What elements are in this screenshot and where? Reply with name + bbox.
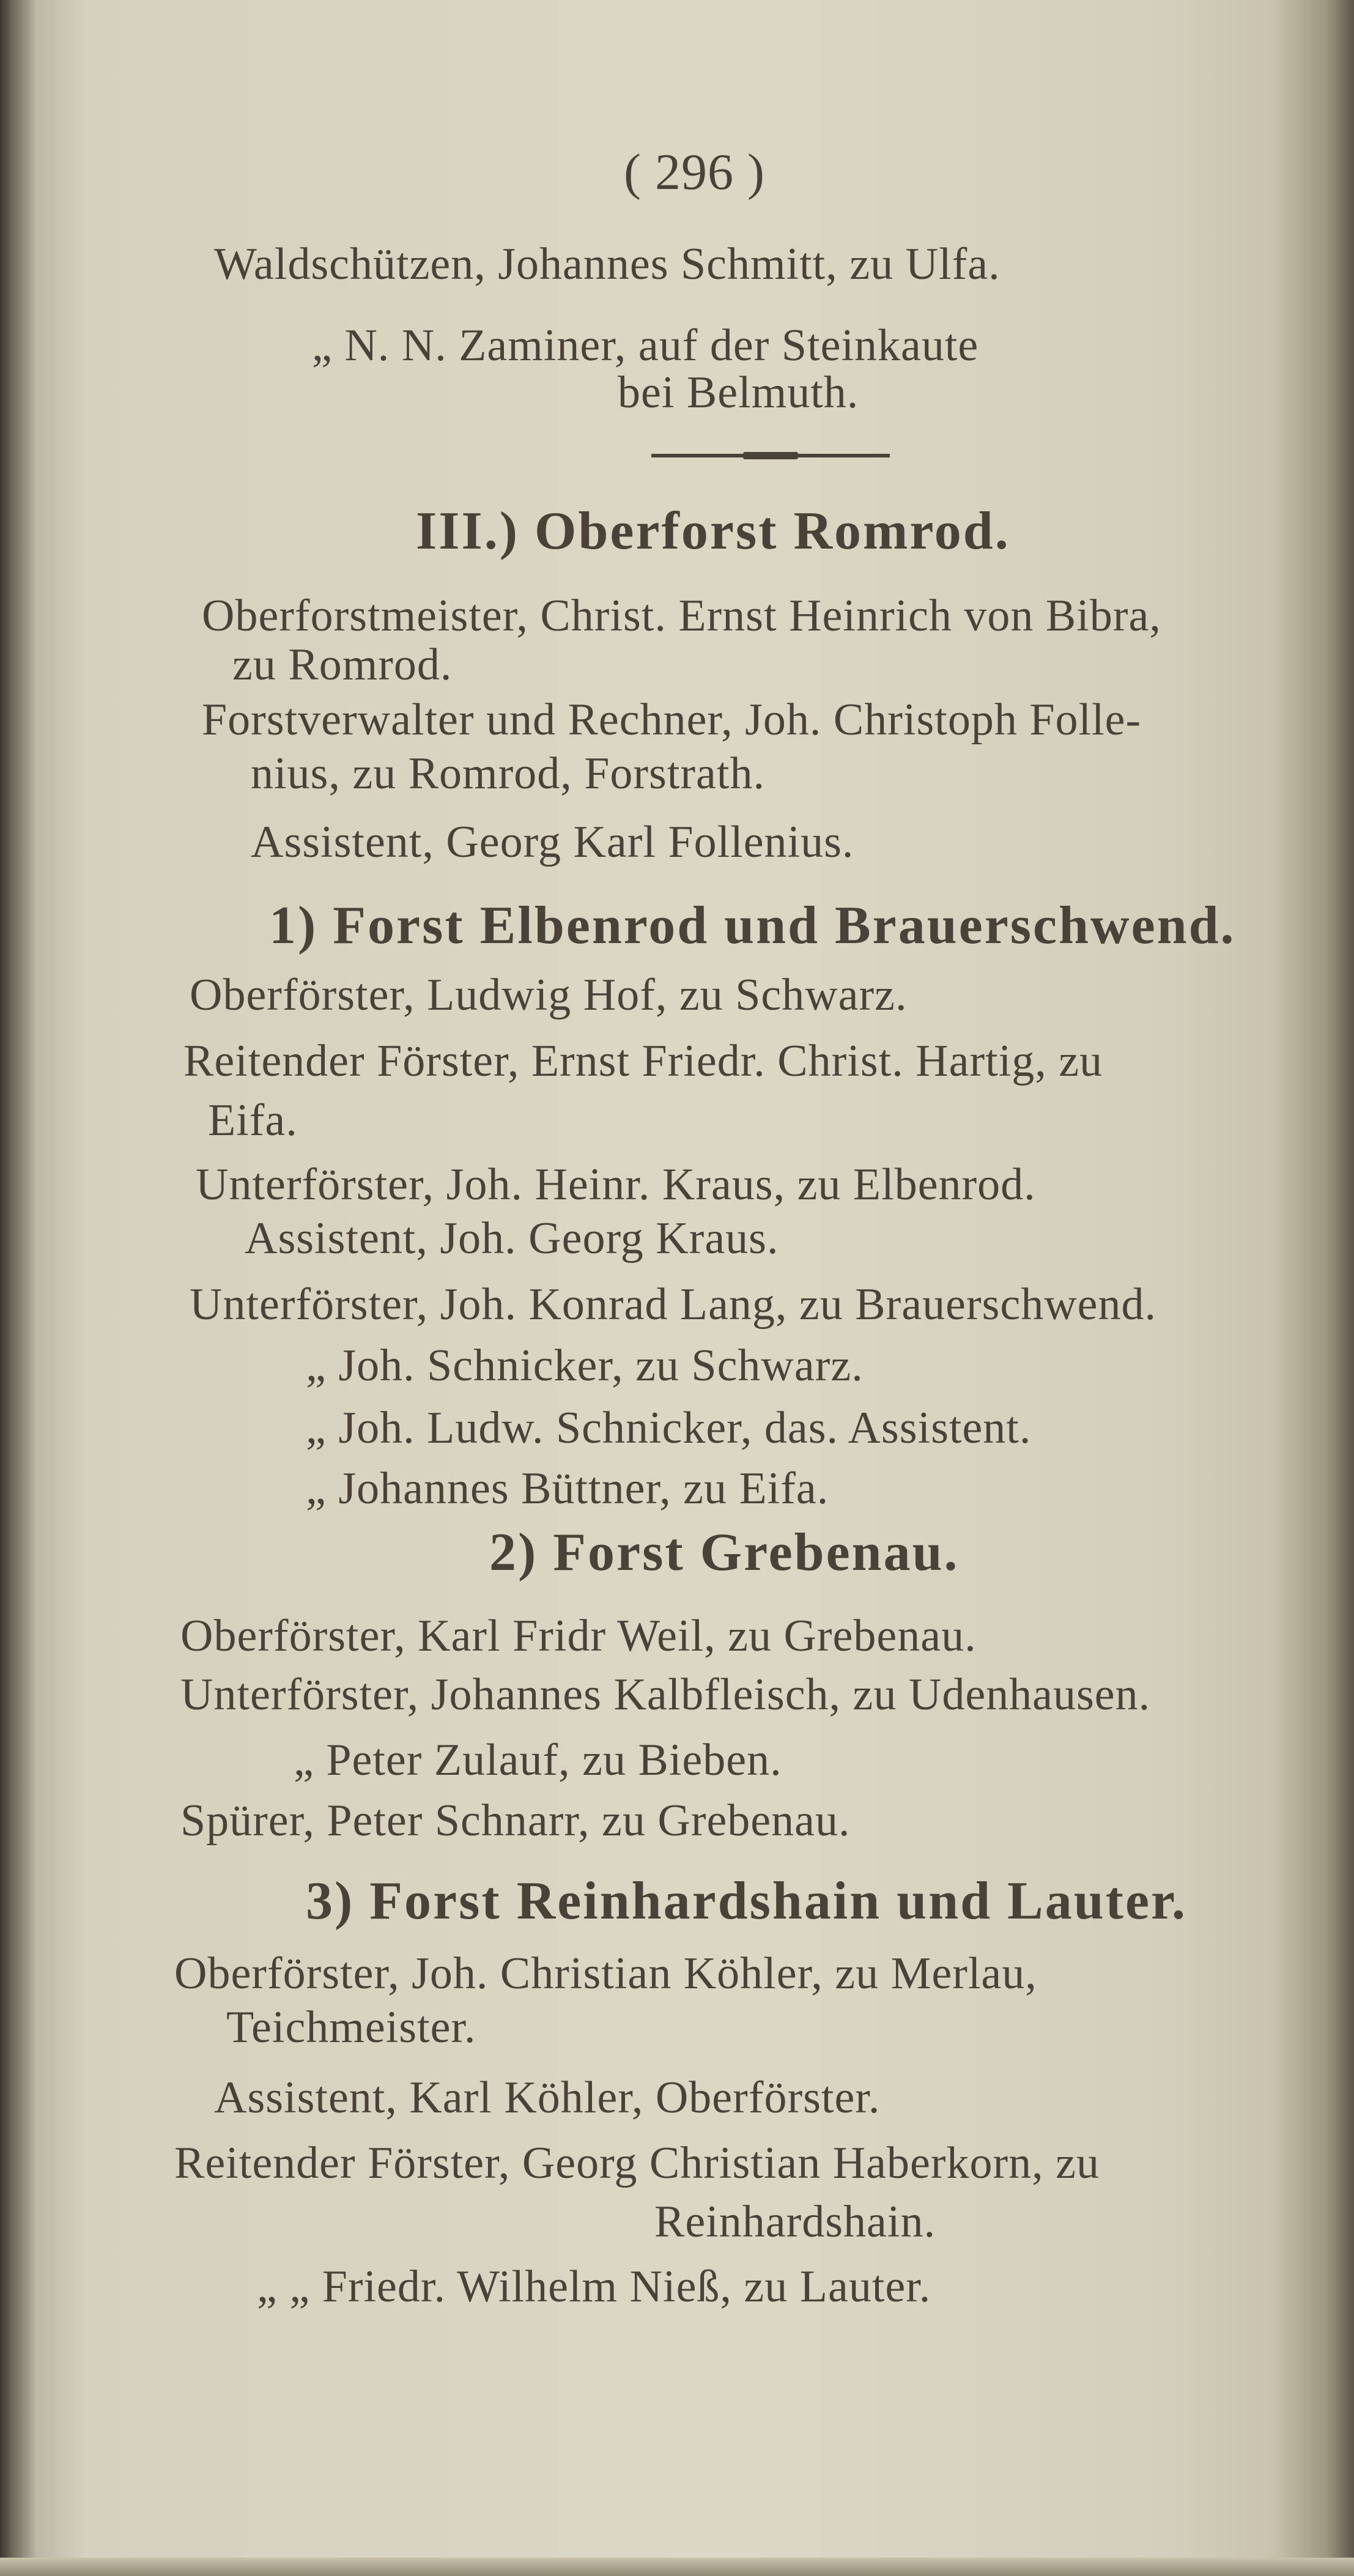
section-divider (651, 454, 890, 457)
text-line: Reitender Förster, Georg Christian Haberkorn, zu (174, 2138, 1100, 2188)
text-line: Spürer, Peter Schnarr, zu Grebenau. (180, 1796, 851, 1846)
subsection-heading: 2) Forst Grebenau. (489, 1523, 960, 1582)
subsection-heading: 3) Forst Reinhardshain und Lauter. (306, 1871, 1187, 1931)
text-line: Assistent, Joh. Georg Kraus. (245, 1213, 779, 1264)
text-line: „ Johannes Büttner, zu Eifa. (306, 1464, 829, 1514)
text-line: „ Joh. Schnicker, zu Schwarz. (306, 1341, 864, 1391)
text-line: Forstverwalter und Rechner, Joh. Christoph Folle- (202, 695, 1142, 745)
text-line: Unterförster, Joh. Heinr. Kraus, zu Elbenrod. (196, 1160, 1036, 1210)
text-line: Oberforstmeister, Christ. Ernst Heinrich von Bibra, (202, 591, 1161, 641)
page-number: ( 296 ) (624, 144, 765, 201)
text-line: Reinhardshain. (654, 2197, 936, 2247)
text-line: „ Joh. Ludw. Schnicker, das. Assistent. (306, 1403, 1032, 1453)
text-line: Oberförster, Joh. Christian Köhler, zu Merlau, (174, 1949, 1037, 1999)
section-heading: III.) Oberforst Romrod. (416, 502, 1010, 561)
text-line: Unterförster, Johannes Kalbfleisch, zu Udenhausen. (180, 1670, 1151, 1720)
text-line: bei Belmuth. (618, 368, 859, 418)
text-line: Reitender Förster, Ernst Friedr. Christ. Hartig, zu (183, 1036, 1103, 1086)
text-line: Oberförster, Karl Fridr Weil, zu Grebenau. (180, 1611, 977, 1661)
text-line: nius, zu Romrod, Forstrath. (251, 749, 765, 799)
subsection-heading: 1) Forst Elbenrod und Brauerschwend. (269, 896, 1236, 955)
text-line: Assistent, Karl Köhler, Oberförster. (214, 2073, 881, 2123)
text-line: Waldschützen, Johannes Schmitt, zu Ulfa. (214, 239, 1001, 289)
text-line: Assistent, Georg Karl Follenius. (251, 817, 854, 867)
page-bottom-edge (0, 2558, 1354, 2576)
text-line: „ N. N. Zaminer, auf der Steinkaute (312, 320, 979, 371)
text-line: zu Romrod. (232, 640, 453, 690)
text-line: „ Peter Zulauf, zu Bieben. (294, 1735, 782, 1785)
text-line: Eifa. (208, 1095, 298, 1146)
text-line: Oberförster, Ludwig Hof, zu Schwarz. (190, 970, 908, 1020)
text-line: „ „ Friedr. Wilhelm Nieß, zu Lauter. (257, 2262, 931, 2312)
text-line: Teichmeister. (226, 2002, 476, 2052)
text-line: Unterförster, Joh. Konrad Lang, zu Brauerschwend. (190, 1279, 1157, 1330)
